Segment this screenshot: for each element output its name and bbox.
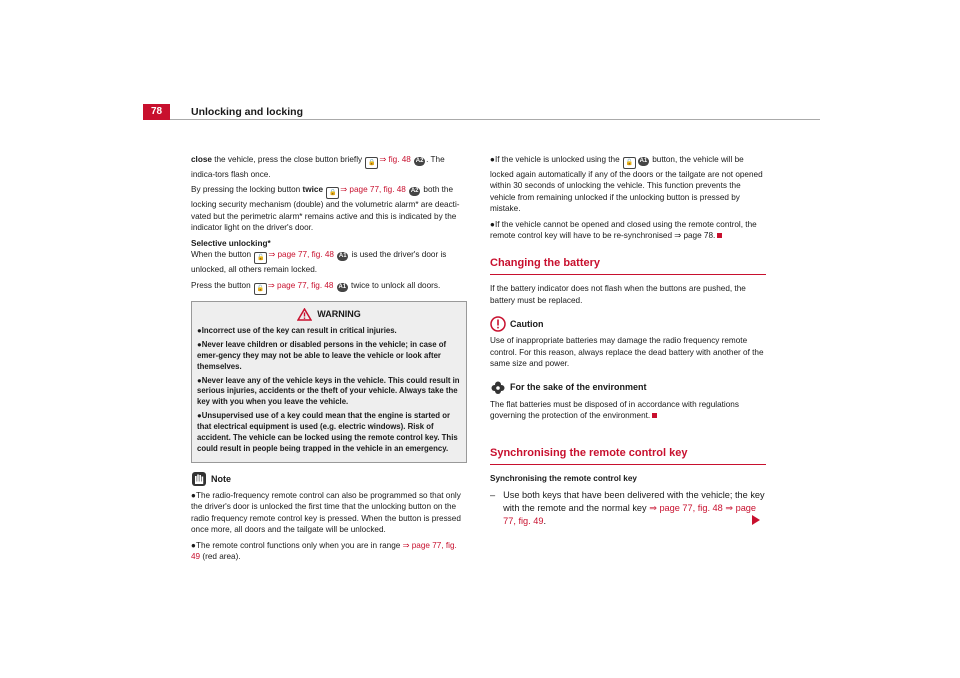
header-rule bbox=[170, 119, 820, 120]
callout-badge: A1 bbox=[338, 283, 347, 290]
figure-ref[interactable]: ⇒ page 77, fig. 49 bbox=[191, 540, 457, 562]
environment-flower-icon bbox=[490, 380, 506, 396]
warning-item: ●Incorrect use of the key can result in critical injuries. bbox=[197, 325, 397, 335]
warning-item: ●Never leave any of the vehicle keys in the vehicle. This could result in serious injuries, accidents or the theft of your vehicle. Always take the key with you when you leave the vehicle. bbox=[197, 375, 460, 407]
caution-text: Use of inappropriate batteries may damage the radio frequency remote control. For this reason, always replace the dead battery with another of the same size and power. bbox=[490, 336, 764, 369]
note-item: ●The remote control functions only when you are in range ⇒ page 77, fig. 49 (red area). bbox=[191, 540, 457, 562]
figure-ref[interactable]: ⇒ fig. 48 bbox=[379, 155, 411, 164]
environment-text: The flat batteries must be disposed of in accordance with regulations governing the protection of the environment. bbox=[490, 399, 739, 421]
warning-triangle-icon bbox=[297, 308, 312, 321]
callout-badge: A1 bbox=[338, 253, 347, 260]
section-title-sync: Synchronising the remote control key bbox=[490, 446, 766, 465]
callout-badge: A2 bbox=[410, 188, 419, 195]
callout-badge: A2 bbox=[415, 158, 424, 164]
warning-box bbox=[191, 301, 467, 463]
warning-item: ●Unsupervised use of a key could mean that the engine is started or that electrical equipment is used (e.g. electric windows). Risk of accident. The vehicle can be locked using the remote control key. This could result in people being trapped in the vehicle in an emergency. bbox=[197, 411, 458, 453]
battery-text: If the battery indicator does not flash when the buttons are pushed, the battery must be replaced. bbox=[490, 284, 746, 305]
figure-ref[interactable]: ⇒ page 77, fig. 48 bbox=[267, 280, 334, 290]
right-column bbox=[490, 154, 766, 529]
sync-step: – Use both keys that have been delivered with the vehicle; the key with the remote and the normal key ⇒ page 77, fig. 48 ⇒ page 77, fig. 49. bbox=[490, 489, 765, 527]
warning-heading: WARNING bbox=[197, 308, 461, 321]
bullet-auto-lock: ●If the vehicle is unlocked using the 🔓 A1 button, the vehicle will be locked again automatically if any of the doors or the tailgate are not opened within 30 seconds of unlocking the vehicle. This function prevents the vehicle from remaining unlocked if the unlocking button is pressed by mistake. bbox=[490, 155, 763, 214]
paragraph-close: close the vehicle, press the close button briefly 🔒 ⇒ fig. 48 A2 . The indica-tors flash once. bbox=[191, 155, 445, 179]
warning-item: ●Never leave children or disabled persons in the vehicle; in case of emer-gency they may not be able to leave the vehicle or look after themselves. bbox=[197, 339, 447, 371]
caution-circle-icon bbox=[490, 316, 506, 332]
remote-key-icon: 🔒 bbox=[326, 187, 339, 199]
environment-heading: For the sake of the environment bbox=[490, 380, 766, 396]
next-page-arrow-icon[interactable] bbox=[752, 515, 760, 525]
remote-key-icon: 🔒 bbox=[365, 157, 378, 169]
figure-ref[interactable]: ⇒ page 77, fig. 48 bbox=[340, 185, 406, 195]
note-hand-icon bbox=[191, 471, 207, 487]
remote-key-icon: 🔓 bbox=[254, 252, 267, 264]
page-number: 78 bbox=[143, 104, 170, 120]
figure-ref[interactable]: ⇒ page 77, fig. 48 ⇒ page 77, fig. 49 bbox=[503, 502, 757, 527]
note-heading: Note bbox=[191, 471, 467, 487]
selective-unlocking-heading: Selective unlocking* bbox=[191, 238, 271, 248]
figure-ref[interactable]: ⇒ page 77, fig. 48 bbox=[268, 250, 334, 260]
end-of-section-mark bbox=[652, 413, 657, 418]
remote-key-icon: 🔓 bbox=[254, 283, 267, 295]
remote-key-icon: 🔓 bbox=[623, 157, 636, 169]
paragraph-twice: By pressing the locking button twice 🔒 ⇒ page 77, fig. 48 A2 both the locking security mechanism (double) and the volumetric alarm* are deacti-vated but the perimetric alarm* remains active and this is indicated by the indicator light on the driver's door. bbox=[191, 185, 460, 233]
page-header-title: Unlocking and locking bbox=[191, 106, 304, 118]
bullet-resync: ●If the vehicle cannot be opened and closed using the remote control, the remote control key will have to be re-synchronised ⇒ page 78. bbox=[490, 219, 757, 241]
caution-heading: Caution bbox=[490, 316, 766, 332]
end-of-section-mark bbox=[717, 233, 722, 238]
paragraph-twice-unlock: Press the button 🔓 ⇒ page 77, fig. 48 A1 twice to unlock all doors. bbox=[191, 280, 467, 295]
left-column bbox=[191, 154, 467, 567]
paragraph-selective: When the button 🔓 ⇒ page 77, fig. 48 A1 is used the driver's door is unlocked, all others remain locked. bbox=[191, 250, 447, 275]
callout-badge: A1 bbox=[639, 158, 648, 164]
sync-subheading: Synchronising the remote control key bbox=[490, 474, 637, 484]
note-item: ●The radio-frequency remote control can also be programmed so that only the driver's door is unlocked the first time that the unlocking button on the radio frequency remote control key is pressed. When the button is pressed once more, all doors and the tailgate will be unlocked. bbox=[191, 490, 461, 535]
section-title-battery: Changing the battery bbox=[490, 256, 766, 275]
